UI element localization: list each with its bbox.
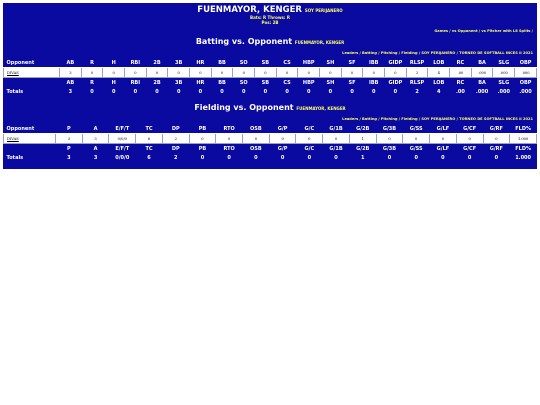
col-header-bb[interactable]: BB [211, 58, 233, 68]
col-header-hbp[interactable]: HBP [298, 58, 320, 68]
stat-cell-h: 0 [103, 68, 125, 78]
col-header-e-f-t[interactable]: E/F/T [115, 145, 130, 152]
stat-cell-obp: .000 [515, 68, 537, 78]
stat-cell-ba: .000 [471, 68, 493, 78]
col-header-hbp[interactable]: HBP [302, 79, 315, 86]
stats-panel [3, 3, 537, 169]
col-header-3b[interactable]: 3B [168, 58, 190, 68]
col-header-rc[interactable]: RC [456, 79, 465, 86]
stat-cell-rbi: 0 [125, 68, 147, 78]
stat-cell-cs: 0 [276, 68, 298, 78]
stat-cell-so: 0 [233, 68, 255, 78]
stat-cell-slg: .000 [493, 68, 515, 78]
stat-cell-g-p: 0 [269, 134, 296, 144]
col-header-cs[interactable]: CS [276, 58, 298, 68]
player-header [3, 3, 537, 25]
col-header-g-p[interactable]: G/P [277, 145, 288, 152]
stat-cell-dp: 2 [162, 134, 189, 144]
total-cell-so: 0 [241, 89, 246, 95]
total-cell-osb: 0 [254, 155, 258, 161]
stat-cell-sf: 0 [341, 68, 363, 78]
bats-throws: Bats: R Throws: R [250, 15, 290, 20]
col-header-lob[interactable]: LOB [428, 58, 450, 68]
col-header-g-p[interactable]: G/P [269, 124, 296, 134]
stat-cell-lob: 4 [428, 68, 450, 78]
col-header-hr[interactable]: HR [190, 58, 212, 68]
col-header-g-1b[interactable]: G/1B [329, 145, 343, 152]
col-header-obp[interactable]: OBP [519, 79, 532, 86]
stat-cell-e-f-t: 0/0/0 [109, 134, 136, 144]
total-cell-g-ss: 0 [414, 155, 418, 161]
col-header-hr[interactable]: HR [196, 79, 205, 86]
batting-table [3, 58, 537, 97]
col-header-bb[interactable]: BB [218, 79, 226, 86]
col-header-so[interactable]: SO [233, 58, 255, 68]
total-cell-dp: 2 [173, 155, 178, 161]
total-cell-bb: 0 [220, 89, 224, 95]
col-header-fld[interactable]: FLD% [515, 145, 531, 152]
stat-cell-p: 3 [56, 134, 83, 144]
col-header-rto[interactable]: RTO [216, 124, 243, 134]
opponent-link[interactable]: DIVAS [7, 70, 19, 75]
fielding-section-title [3, 101, 537, 115]
col-header-ab[interactable]: AB [66, 79, 75, 86]
fielding-title: Fielding vs. Opponent [194, 103, 294, 112]
total-cell-g-2b: 1 [361, 155, 365, 161]
col-header-obp[interactable]: OBP [515, 58, 537, 68]
col-header-pb[interactable]: PB [189, 124, 216, 134]
opponent-cell [4, 134, 56, 144]
col-header-rto[interactable]: RTO [223, 145, 235, 152]
col-header-g-lf[interactable]: G/LF [436, 145, 450, 152]
col-header-sf[interactable]: SF [348, 79, 356, 86]
col-header-g-cf[interactable]: G/CF [463, 145, 477, 152]
fielding-totals-row [4, 153, 537, 163]
col-header-opponent[interactable]: Opponent [4, 124, 56, 134]
col-header-r[interactable]: R [90, 79, 94, 86]
col-header-g-c[interactable]: G/C [304, 145, 315, 152]
totals-label: Totals [6, 89, 24, 95]
total-cell-r: 0 [90, 89, 94, 95]
opponent-link[interactable]: DIVAS [7, 136, 19, 141]
col-header-g-1b[interactable]: G/1B [323, 124, 350, 134]
stat-cell-g-ss: 0 [403, 134, 430, 144]
position: Pos: 2B [261, 20, 279, 25]
total-cell-g-3b: 0 [387, 155, 392, 161]
col-header-sb[interactable]: SB [261, 79, 270, 86]
stat-cell-g-c: 0 [296, 134, 323, 144]
split-links[interactable]: Games / vs Opponent / vs Pitcher with L8 Splits / [434, 29, 533, 33]
total-cell-rc: .00 [456, 89, 465, 95]
col-header-osb[interactable]: OSB [243, 124, 270, 134]
total-cell-g-rf: 0 [494, 155, 499, 161]
col-header-pb[interactable]: PB [198, 145, 207, 152]
col-header-h[interactable]: H [111, 79, 116, 86]
total-cell-2b: 0 [155, 89, 159, 95]
total-cell-tc: 6 [147, 155, 151, 161]
col-header-g-rf[interactable]: G/RF [483, 124, 510, 134]
col-header-g-ss[interactable]: G/SS [409, 145, 423, 152]
col-header-g-2b[interactable]: G/2B [349, 124, 376, 134]
fielding-header-row-repeat [4, 144, 537, 154]
col-header-tc[interactable]: TC [145, 145, 153, 152]
total-cell-ab: 3 [68, 89, 73, 95]
batting-totals-row [4, 87, 537, 97]
total-cell-g-cf: 0 [467, 155, 472, 161]
fielding-header-row [4, 124, 537, 134]
opponent-cell [4, 68, 60, 78]
totals-label: Totals [6, 155, 24, 161]
col-header-opponent[interactable] [4, 144, 56, 154]
col-header-ab[interactable]: AB [60, 58, 82, 68]
stat-cell-osb: 0 [243, 134, 270, 144]
col-header-g-cf[interactable]: G/CF [456, 124, 483, 134]
col-header-slg[interactable]: SLG [493, 58, 515, 68]
stat-cell-tc: 6 [136, 134, 163, 144]
stat-cell-hbp: 0 [298, 68, 320, 78]
total-cell-p: 3 [67, 155, 71, 161]
stat-cell-sb: 0 [255, 68, 277, 78]
col-header-p[interactable]: P [67, 145, 71, 152]
col-header-dp[interactable]: DP [171, 145, 180, 152]
stat-cell-g-cf: 0 [456, 134, 483, 144]
total-cell-sf: 0 [350, 89, 354, 95]
total-cell-rlsp: 2 [415, 89, 419, 95]
col-header-opponent[interactable]: Opponent [4, 58, 60, 68]
col-header-rbi[interactable]: RBI [125, 58, 147, 68]
total-cell-g-p: 0 [280, 155, 285, 161]
total-cell-3b: 0 [176, 89, 181, 95]
stat-cell-gidp: 0 [385, 68, 407, 78]
stat-cell-ibb: 0 [363, 68, 385, 78]
col-header-g-rf[interactable]: G/RF [489, 145, 503, 152]
total-cell-lob: 4 [437, 89, 441, 95]
total-cell-hbp: 0 [306, 89, 311, 95]
stat-cell-3b: 0 [168, 68, 190, 78]
stat-cell-sh: 0 [320, 68, 342, 78]
total-cell-slg: .000 [497, 89, 510, 95]
col-header-2b[interactable]: 2B [153, 79, 161, 86]
fielding-player-name: FUENMAYOR, KENGER [296, 106, 346, 111]
total-cell-sh: 0 [328, 89, 333, 95]
total-cell-sb: 0 [263, 89, 268, 95]
col-header-3b[interactable]: 3B [175, 79, 183, 86]
col-header-g-2b[interactable]: G/2B [356, 145, 370, 152]
col-header-gidp[interactable]: GIDP [388, 79, 403, 86]
col-header-tc[interactable]: TC [136, 124, 163, 134]
total-cell-a: 3 [93, 155, 98, 161]
total-cell-rto: 0 [227, 155, 231, 161]
col-header-fld[interactable]: FLD% [510, 124, 537, 134]
batting-title: Batting vs. Opponent [195, 37, 293, 46]
player-team-link[interactable]: SOY PERIJANERO [304, 8, 343, 13]
table-row [4, 68, 537, 78]
total-cell-g-c: 0 [307, 155, 312, 161]
col-header-g-lf[interactable]: G/LF [430, 124, 457, 134]
batting-header-row [4, 58, 537, 68]
total-cell-obp: .000 [519, 89, 532, 95]
col-header-cs[interactable]: CS [283, 79, 291, 86]
total-cell-g-lf: 0 [441, 155, 445, 161]
total-cell-pb: 0 [200, 155, 205, 161]
col-header-rc[interactable]: RC [450, 58, 472, 68]
col-header-sf[interactable]: SF [341, 58, 363, 68]
batting-section-title [3, 35, 537, 49]
col-header-g-3b[interactable]: G/3B [382, 145, 397, 152]
col-header-g-c[interactable]: G/C [296, 124, 323, 134]
stat-cell-fld: 1.000 [510, 134, 537, 144]
fielding-nav-links[interactable]: Leaders / Batting / Pitching / Fielding / SOY PERIJANERO / TORNEO DE SOFTBALL INCES II 2021 [342, 117, 533, 121]
stat-cell-bb: 0 [211, 68, 233, 78]
col-header-rbi[interactable]: RBI [130, 79, 141, 86]
col-header-ibb[interactable]: IBB [369, 79, 379, 86]
batting-nav-links[interactable]: Leaders / Batting / Pitching / Fielding / SOY PERIJANERO / TORNEO DE SOFTBALL INCES II 2021 [342, 51, 533, 55]
stat-cell-rto: 0 [216, 134, 243, 144]
fielding-table [3, 124, 537, 163]
col-header-rlsp[interactable]: RLSP [409, 79, 425, 86]
player-name: FUENMAYOR, KENGER [197, 5, 302, 15]
stat-cell-pb: 0 [189, 134, 216, 144]
col-header-dp[interactable]: DP [162, 124, 189, 134]
stat-cell-hr: 0 [190, 68, 212, 78]
total-cell-e-f-t: 0/0/0 [115, 155, 130, 161]
batting-player-name: FUENMAYOR, KENGER [294, 40, 345, 45]
total-cell-g-1b: 0 [334, 155, 338, 161]
col-header-lob[interactable]: LOB [433, 79, 445, 86]
stat-cell-2b: 0 [146, 68, 168, 78]
stat-cell-g-rf: 0 [483, 134, 510, 144]
batting-header-row-repeat [4, 78, 537, 88]
col-header-a[interactable]: A [82, 124, 109, 134]
col-header-sh[interactable]: SH [326, 79, 335, 86]
stat-cell-rlsp: 2 [406, 68, 428, 78]
col-header-sb[interactable]: SB [255, 58, 277, 68]
col-header-slg[interactable]: SLG [498, 79, 510, 86]
col-header-rlsp[interactable]: RLSP [406, 58, 428, 68]
col-header-opponent[interactable] [4, 78, 60, 88]
col-header-a[interactable]: A [93, 145, 98, 152]
col-header-gidp[interactable]: GIDP [385, 58, 407, 68]
stat-cell-g-1b: 0 [323, 134, 350, 144]
stat-cell-ab: 3 [60, 68, 82, 78]
col-header-e-f-t[interactable]: E/F/T [109, 124, 136, 134]
col-header-ba[interactable]: BA [478, 79, 486, 86]
col-header-osb[interactable]: OSB [250, 145, 262, 152]
stat-cell-rc: .00 [450, 68, 472, 78]
stat-cell-g-lf: 0 [430, 134, 457, 144]
total-cell-h: 0 [111, 89, 116, 95]
total-cell-rbi: 0 [133, 89, 138, 95]
stat-cell-r: 0 [81, 68, 103, 78]
total-cell-hr: 0 [198, 89, 203, 95]
total-cell-ibb: 0 [372, 89, 376, 95]
col-header-sh[interactable]: SH [320, 58, 342, 68]
total-cell-gidp: 0 [393, 89, 398, 95]
stat-cell-a: 3 [82, 134, 109, 144]
col-header-ba[interactable]: BA [471, 58, 493, 68]
col-header-so[interactable]: SO [239, 79, 248, 86]
col-header-ibb[interactable]: IBB [363, 58, 385, 68]
col-header-p[interactable]: P [56, 124, 83, 134]
col-header-g-3b[interactable]: G/3B [376, 124, 403, 134]
total-cell-cs: 0 [285, 89, 289, 95]
col-header-2b[interactable]: 2B [146, 58, 168, 68]
col-header-r[interactable]: R [81, 58, 103, 68]
col-header-g-ss[interactable]: G/SS [403, 124, 430, 134]
stat-cell-g-2b: 1 [349, 134, 376, 144]
col-header-h[interactable]: H [103, 58, 125, 68]
total-cell-ba: .000 [475, 89, 489, 95]
total-cell-fld: 1.000 [515, 155, 532, 161]
table-row [4, 134, 537, 144]
stat-cell-g-3b: 0 [376, 134, 403, 144]
